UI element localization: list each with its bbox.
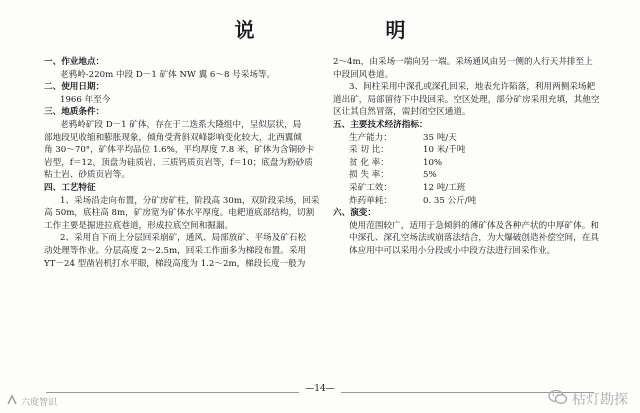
metric-key: 采 切 比： [349,145,389,156]
metric-row [333,144,599,157]
metric-value: 0. 35 公斤/吨 [423,195,477,206]
metric-row [333,132,599,145]
process-line: 1、采场沿走向布置，分矿房矿柱，阶段高 30m，双阶段采场，回采 [60,195,320,206]
metric-key: 炸药单耗： [349,195,392,206]
page-number-text: —14— [299,384,340,394]
location-text: 老鸦岭-220m 中段 D－1 矿体 NW 翼 6～8 号采场等。 [60,69,276,80]
process-line: YT－24 型凿岩机打水平眼，梯段高度为 1.2～2m，梯段长度一般为 [44,258,306,269]
metric-row [333,169,599,182]
metric-row [333,182,599,195]
metric-row [333,195,599,208]
watermark-right-text: 枯灯勘探 [572,392,628,408]
metric-value: 12 吨/工班 [423,182,466,193]
wechat-icon [548,389,568,409]
section-heading-geology: 三、地质条件： [44,107,105,118]
process-line: 2～4m，由采场一端向另一端。采场通风由另一侧的人行天井排至上 [333,57,593,67]
metric-row [333,157,599,170]
section-heading-location: 一、作业地点： [44,57,105,67]
process-line: 中段回风巷道。 [333,69,394,80]
watermark-left [6,394,57,409]
page-number [0,384,640,394]
metric-key: 生产能力： [349,132,392,143]
geology-line: 粘土岩、砂质页岩等。 [44,170,130,181]
left-column [44,56,322,270]
geology-line: 部地段见收缩和膨胀现象，倾角受背斜双峰影响变化较大，北西翼倾 [44,132,302,143]
process-line: 动处理等作业。分层高度 2～2.5m，回采工作面多为梯段布置。采用 [44,245,307,256]
process-line: 工作主要是掘进拉底巷道，形成拉底空间和掘漏。 [44,220,234,231]
watermark-right [548,389,628,409]
section-heading-metrics: 五、主要技术经济指标： [333,119,428,130]
metric-value: 10% [423,157,443,168]
process-line: 道出矿，局部留待下中段回采。空区处理，部分矿房采用充填，其他空 [333,94,600,105]
evolution-text: 使用范围较广，适用于急倾斜的薄矿体及各种产状的中厚矿体。和中深孔、深孔空场法或崩落法结合，为大爆破创造补偿空间，在具体应用中可以采用小分段或小中段方法进行回采作业。 [349,220,599,256]
metric-value: 35 吨/天 [423,132,457,143]
metric-value: 10 米/千吨 [423,145,466,156]
section-heading-evolution: 六、演变： [333,208,376,219]
right-column [333,56,599,258]
metric-value: 5% [423,170,437,181]
metric-key: 损 失 率： [349,170,389,181]
process-line: 3、间柱采用中深孔或深孔回采，地表允许陷落，利用两侧采场耙 [349,82,596,93]
metric-key: 贫 化 率： [349,157,389,168]
watermark-left-text: 六度智识 [21,398,58,408]
process-line: 2、采用自下而上分层回采崩矿，通风、局部放矿、平场及矿石松 [60,233,307,244]
process-line: 区让其自然冒落，需封闭空区通道。 [333,107,471,118]
metric-key: 采矿工效： [349,182,392,193]
section-heading-date: 二、使用日期： [44,82,105,93]
geology-line: 角 30～70°，矿体平均品位 1.6%，平均厚度 7.8 米，矿体为含铜砂卡 [44,145,315,156]
page-title: 说 明 [234,18,468,42]
watermark-logo-icon [6,394,18,409]
geology-line: 岩型，f＝12，顶盘为硅质岩、三质钙质页岩等，f＝10；底盘为粉砂质 [44,157,313,168]
process-line: 高 50m，底柱高 8m，矿房宽为矿体水平厚度。电耙道底部结构，切割 [44,208,315,219]
date-text: 1966 年至今 [60,94,111,105]
section-heading-process: 四、工艺特征 [44,182,96,193]
geology-line: 老鸦岭矿段 D－1 矿体，存在于二迭系大隆组中，呈似层状，局 [60,119,302,130]
